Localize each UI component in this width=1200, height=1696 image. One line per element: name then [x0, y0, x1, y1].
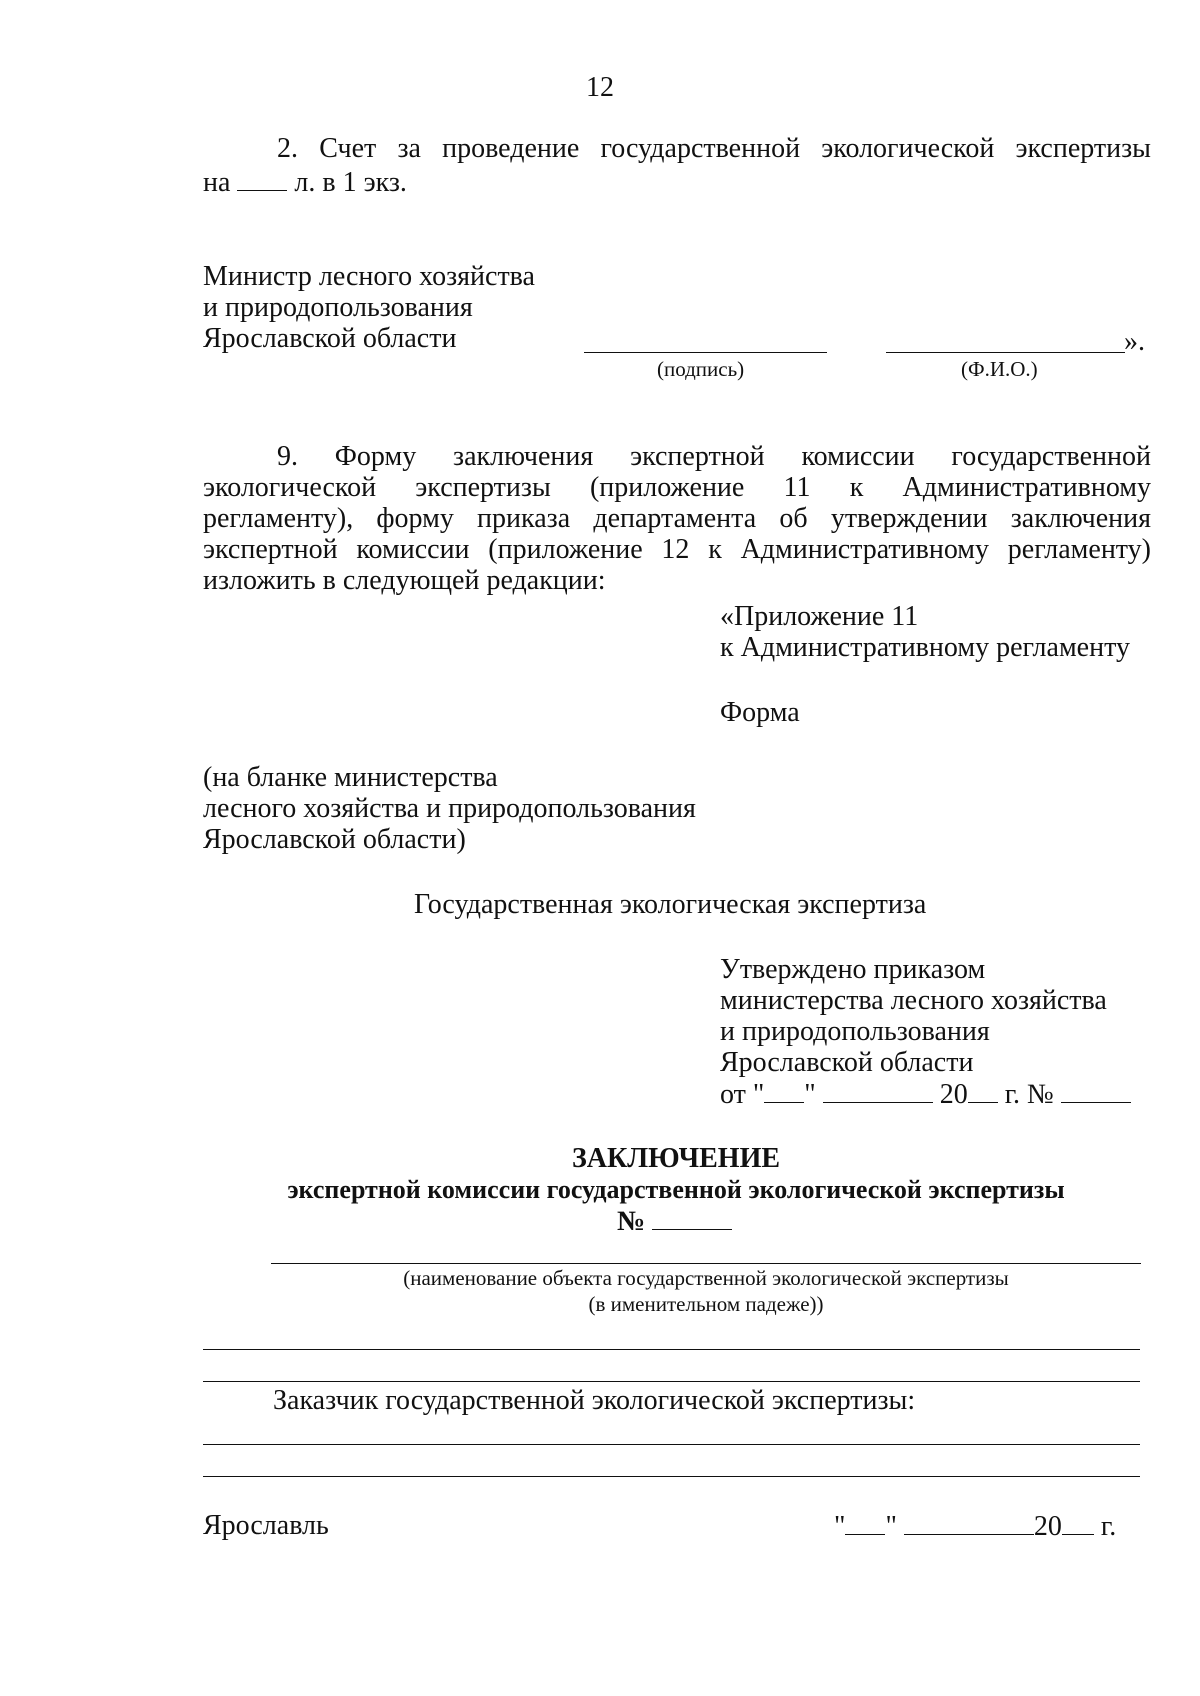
footer-date: [834, 1510, 1116, 1542]
approved-year: 20: [939, 1079, 968, 1110]
item2-line1: 2. Счет за проведение государственной экологической экспертизы: [277, 133, 1151, 164]
item9-line5: изложить в следующей редакции:: [203, 565, 606, 596]
month-blank: [823, 1078, 933, 1103]
footer-day-blank: [845, 1510, 885, 1535]
footer-month-blank: [904, 1510, 1034, 1535]
appendix-number: «Приложение 11: [720, 601, 919, 632]
conclusion-title: ЗАКЛЮЧЕНИЕ: [571, 1143, 781, 1174]
year-blank: [968, 1078, 998, 1103]
item9-line2: экологической экспертизы (приложение 11 к Административному: [203, 472, 1151, 503]
signature-line: [584, 352, 827, 353]
item9-line1: 9. Форму заключения экспертной комиссии государственной: [277, 441, 1151, 472]
footer-quote-close: ": [885, 1511, 897, 1542]
item9-line3: регламенту), форму приказа департамента об утверждении заключения: [203, 503, 1151, 534]
form-label: Форма: [720, 697, 800, 728]
approved-quote-close: ": [804, 1079, 816, 1110]
item2-suffix: л. в 1 экз.: [294, 167, 407, 198]
appendix-reference: к Административному регламенту: [720, 632, 1130, 663]
approved-line1: Утверждено приказом: [720, 954, 986, 985]
order-number-blank: [1061, 1078, 1131, 1103]
letterhead-line3: Ярославской области): [203, 824, 466, 855]
approved-line3: и природопользования: [720, 1016, 990, 1047]
approved-line4: Ярославской области: [720, 1047, 974, 1078]
object-name-line: [271, 1263, 1141, 1264]
customer-line-2: [203, 1476, 1140, 1477]
item2-prefix: на: [203, 167, 231, 198]
conclusion-number-blank: [652, 1205, 732, 1230]
customer-label: Заказчик государственной экологической экспертизы:: [273, 1385, 916, 1416]
approved-date-line: [720, 1078, 1131, 1110]
name-caption: (Ф.И.О.): [961, 357, 1038, 381]
sheets-blank: [237, 166, 287, 191]
day-blank: [764, 1078, 804, 1103]
customer-line-1: [203, 1444, 1140, 1445]
object-caption-line1: (наименование объекта государственной экологической экспертизы: [403, 1266, 1009, 1290]
number-label: №: [617, 1206, 646, 1237]
gee-title: Государственная экологическая экспертиза: [414, 889, 927, 920]
object-caption-line2: (в именительном падеже)): [588, 1292, 824, 1316]
letterhead-line1: (на бланке министерства: [203, 762, 498, 793]
blank-line-1: [203, 1349, 1140, 1350]
page-number: 12: [586, 72, 614, 103]
item2-line2: [203, 166, 407, 198]
approved-from: от ": [720, 1079, 765, 1110]
blank-line-2: [203, 1381, 1140, 1382]
approved-year-suffix: г. №: [1004, 1079, 1054, 1110]
approved-line2: министерства лесного хозяйства: [720, 985, 1107, 1016]
minister-title-line2: и природопользования: [203, 292, 473, 323]
footer-quote-open: ": [834, 1511, 846, 1542]
minister-title-line1: Министр лесного хозяйства: [203, 261, 535, 292]
item9-line4: экспертной комиссии (приложение 12 к Административному регламенту): [203, 534, 1151, 565]
conclusion-number: [617, 1205, 732, 1237]
city: Ярославль: [203, 1510, 329, 1541]
minister-title-line3: Ярославской области: [203, 323, 457, 354]
name-line: [886, 352, 1125, 353]
closing-quote: ».: [1124, 326, 1145, 357]
letterhead-line2: лесного хозяйства и природопользования: [203, 793, 696, 824]
footer-year-suffix: г.: [1100, 1511, 1117, 1542]
conclusion-subtitle: экспертной комиссии государственной экологической экспертизы: [287, 1175, 1065, 1204]
footer-year-blank: [1062, 1510, 1094, 1535]
signature-caption: (подпись): [657, 357, 745, 381]
footer-year: 20: [1033, 1511, 1062, 1542]
